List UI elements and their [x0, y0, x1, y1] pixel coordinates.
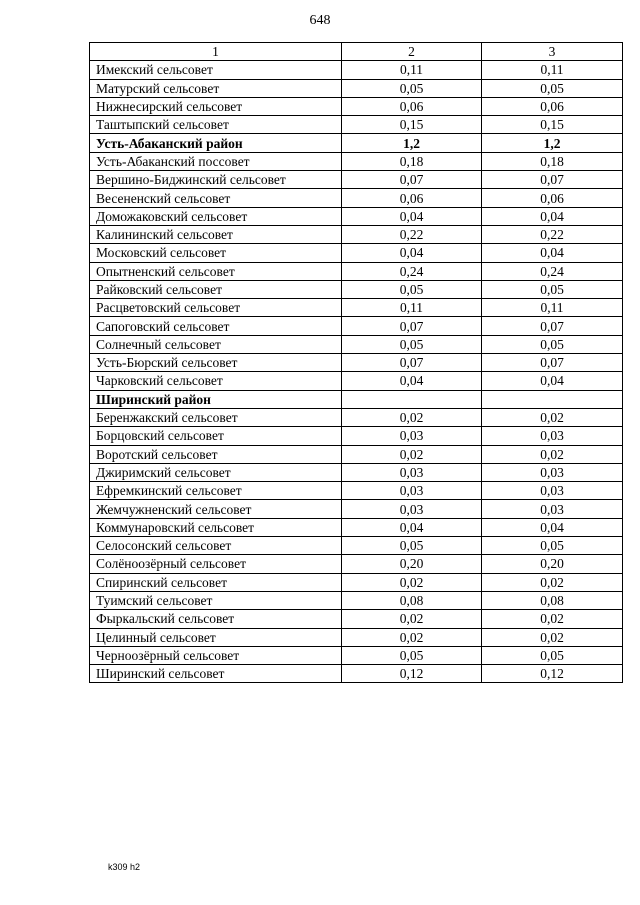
table-row: [90, 372, 623, 390]
table-row: [90, 152, 623, 170]
row-value-col3: 0,03: [482, 482, 623, 500]
row-value-col3: 0,03: [482, 463, 623, 481]
row-value-col3: 0,02: [482, 573, 623, 591]
table-row: [90, 591, 623, 609]
row-value-col3: 0,20: [482, 555, 623, 573]
row-value-col3: 0,11: [482, 61, 623, 79]
table-row: [90, 427, 623, 445]
table-body: [90, 61, 623, 683]
row-name-cell: Целинный сельсовет: [90, 628, 342, 646]
row-name-cell: Райковский сельсовет: [90, 280, 342, 298]
table-row: [90, 262, 623, 280]
row-name-cell: Борцовский сельсовет: [90, 427, 342, 445]
row-name-cell: Джиримский сельсовет: [90, 463, 342, 481]
row-value-col2: 0,02: [342, 628, 482, 646]
row-value-col2: 0,02: [342, 445, 482, 463]
row-value-col2: 0,02: [342, 573, 482, 591]
row-value-col3: 0,12: [482, 665, 623, 683]
row-value-col2: 0,02: [342, 408, 482, 426]
data-table: [89, 42, 623, 683]
district-row: [90, 134, 623, 152]
row-value-col2: 0,03: [342, 500, 482, 518]
row-value-col2: 0,07: [342, 317, 482, 335]
row-value-col3: 0,04: [482, 518, 623, 536]
row-value-col2: 0,12: [342, 665, 482, 683]
row-value-col3: 0,07: [482, 317, 623, 335]
row-value-col3: 0,05: [482, 280, 623, 298]
row-value-col2: 0,18: [342, 152, 482, 170]
row-value-col2: 0,04: [342, 372, 482, 390]
row-value-col2: 0,06: [342, 189, 482, 207]
row-value-col3: 0,04: [482, 244, 623, 262]
row-name-cell: Чарковский сельсовет: [90, 372, 342, 390]
row-value-col3: 0,04: [482, 207, 623, 225]
table-row: [90, 482, 623, 500]
table-row: [90, 408, 623, 426]
row-name-cell: Спиринский сельсовет: [90, 573, 342, 591]
row-name-cell: Расцветовский сельсовет: [90, 299, 342, 317]
table-row: [90, 299, 623, 317]
table-row: [90, 61, 623, 79]
row-name-cell: Солнечный сельсовет: [90, 335, 342, 353]
table-row: [90, 628, 623, 646]
table-row: [90, 317, 623, 335]
row-value-col3: 0,06: [482, 97, 623, 115]
table-row: [90, 573, 623, 591]
row-value-col2: 1,2: [342, 134, 482, 152]
row-name-cell: Ширинский район: [90, 390, 342, 408]
column-header-2: 2: [342, 43, 482, 61]
row-value-col3: 0,05: [482, 79, 623, 97]
row-name-cell: Матурский сельсовет: [90, 79, 342, 97]
table-row: [90, 610, 623, 628]
row-name-cell: Селосонский сельсовет: [90, 537, 342, 555]
row-value-col2: 0,11: [342, 299, 482, 317]
row-value-col3: 0,11: [482, 299, 623, 317]
row-name-cell: Усть-Бюрский сельсовет: [90, 354, 342, 372]
row-value-col3: 0,05: [482, 335, 623, 353]
row-name-cell: Воротский сельсовет: [90, 445, 342, 463]
table-row: [90, 244, 623, 262]
row-value-col2: 0,03: [342, 427, 482, 445]
row-value-col3: [482, 390, 623, 408]
row-value-col3: 0,05: [482, 537, 623, 555]
row-value-col3: 0,15: [482, 116, 623, 134]
row-name-cell: Калининский сельсовет: [90, 225, 342, 243]
table-row: [90, 171, 623, 189]
row-value-col2: 0,07: [342, 354, 482, 372]
row-value-col3: 0,08: [482, 591, 623, 609]
row-value-col2: 0,06: [342, 97, 482, 115]
table-row: [90, 225, 623, 243]
table-row: [90, 555, 623, 573]
district-row: [90, 390, 623, 408]
row-value-col3: 0,06: [482, 189, 623, 207]
row-value-col2: 0,07: [342, 171, 482, 189]
row-value-col3: 0,07: [482, 171, 623, 189]
table-row: [90, 518, 623, 536]
table-row: [90, 207, 623, 225]
row-value-col2: [342, 390, 482, 408]
row-name-cell: Усть-Абаканский поссовет: [90, 152, 342, 170]
row-value-col2: 0,22: [342, 225, 482, 243]
row-value-col2: 0,11: [342, 61, 482, 79]
row-name-cell: Коммунаровский сельсовет: [90, 518, 342, 536]
row-value-col2: 0,08: [342, 591, 482, 609]
row-value-col3: 0,02: [482, 408, 623, 426]
row-value-col3: 0,22: [482, 225, 623, 243]
row-value-col3: 0,04: [482, 372, 623, 390]
row-value-col3: 0,18: [482, 152, 623, 170]
row-name-cell: Беренжакский сельсовет: [90, 408, 342, 426]
row-value-col2: 0,15: [342, 116, 482, 134]
row-value-col2: 0,04: [342, 207, 482, 225]
row-name-cell: Черноозёрный сельсовет: [90, 646, 342, 664]
row-value-col3: 0,02: [482, 445, 623, 463]
row-value-col3: 0,02: [482, 610, 623, 628]
table-row: [90, 665, 623, 683]
row-value-col2: 0,04: [342, 518, 482, 536]
row-value-col2: 0,24: [342, 262, 482, 280]
row-name-cell: Ефремкинский сельсовет: [90, 482, 342, 500]
table-row: [90, 116, 623, 134]
row-value-col2: 0,03: [342, 463, 482, 481]
table-header-row: [90, 43, 623, 61]
table-row: [90, 646, 623, 664]
row-name-cell: Московский сельсовет: [90, 244, 342, 262]
row-value-col3: 0,07: [482, 354, 623, 372]
row-name-cell: Туимский сельсовет: [90, 591, 342, 609]
row-value-col2: 0,05: [342, 537, 482, 555]
row-name-cell: Солёноозёрный сельсовет: [90, 555, 342, 573]
table-row: [90, 189, 623, 207]
table-row: [90, 445, 623, 463]
row-value-col2: 0,05: [342, 646, 482, 664]
table-row: [90, 280, 623, 298]
row-value-col2: 0,02: [342, 610, 482, 628]
page-number: 648: [309, 13, 331, 28]
row-name-cell: Ширинский сельсовет: [90, 665, 342, 683]
table-row: [90, 97, 623, 115]
row-value-col3: 0,03: [482, 427, 623, 445]
table-row: [90, 335, 623, 353]
row-name-cell: Усть-Абаканский район: [90, 134, 342, 152]
row-name-cell: Таштыпский сельсовет: [90, 116, 342, 134]
row-value-col3: 0,03: [482, 500, 623, 518]
row-name-cell: Фыркальский сельсовет: [90, 610, 342, 628]
row-name-cell: Вершино-Биджинский сельсовет: [90, 171, 342, 189]
row-name-cell: Нижнесирский сельсовет: [90, 97, 342, 115]
row-value-col2: 0,04: [342, 244, 482, 262]
row-value-col2: 0,05: [342, 280, 482, 298]
row-value-col3: 0,02: [482, 628, 623, 646]
row-value-col2: 0,05: [342, 79, 482, 97]
column-header-3: 3: [482, 43, 623, 61]
row-value-col2: 0,03: [342, 482, 482, 500]
row-value-col3: 1,2: [482, 134, 623, 152]
row-name-cell: Сапоговский сельсовет: [90, 317, 342, 335]
row-name-cell: Имекский сельсовет: [90, 61, 342, 79]
row-name-cell: Доможаковский сельсовет: [90, 207, 342, 225]
row-name-cell: Жемчужненский сельсовет: [90, 500, 342, 518]
row-name-cell: Опытненский сельсовет: [90, 262, 342, 280]
row-name-cell: Весененский сельсовет: [90, 189, 342, 207]
row-value-col2: 0,20: [342, 555, 482, 573]
row-value-col3: 0,24: [482, 262, 623, 280]
table-row: [90, 500, 623, 518]
row-value-col3: 0,05: [482, 646, 623, 664]
table-row: [90, 463, 623, 481]
footer-code: k309 h2: [108, 862, 141, 872]
column-header-1: 1: [90, 43, 342, 61]
table-row: [90, 537, 623, 555]
table-row: [90, 79, 623, 97]
row-value-col2: 0,05: [342, 335, 482, 353]
table-row: [90, 354, 623, 372]
